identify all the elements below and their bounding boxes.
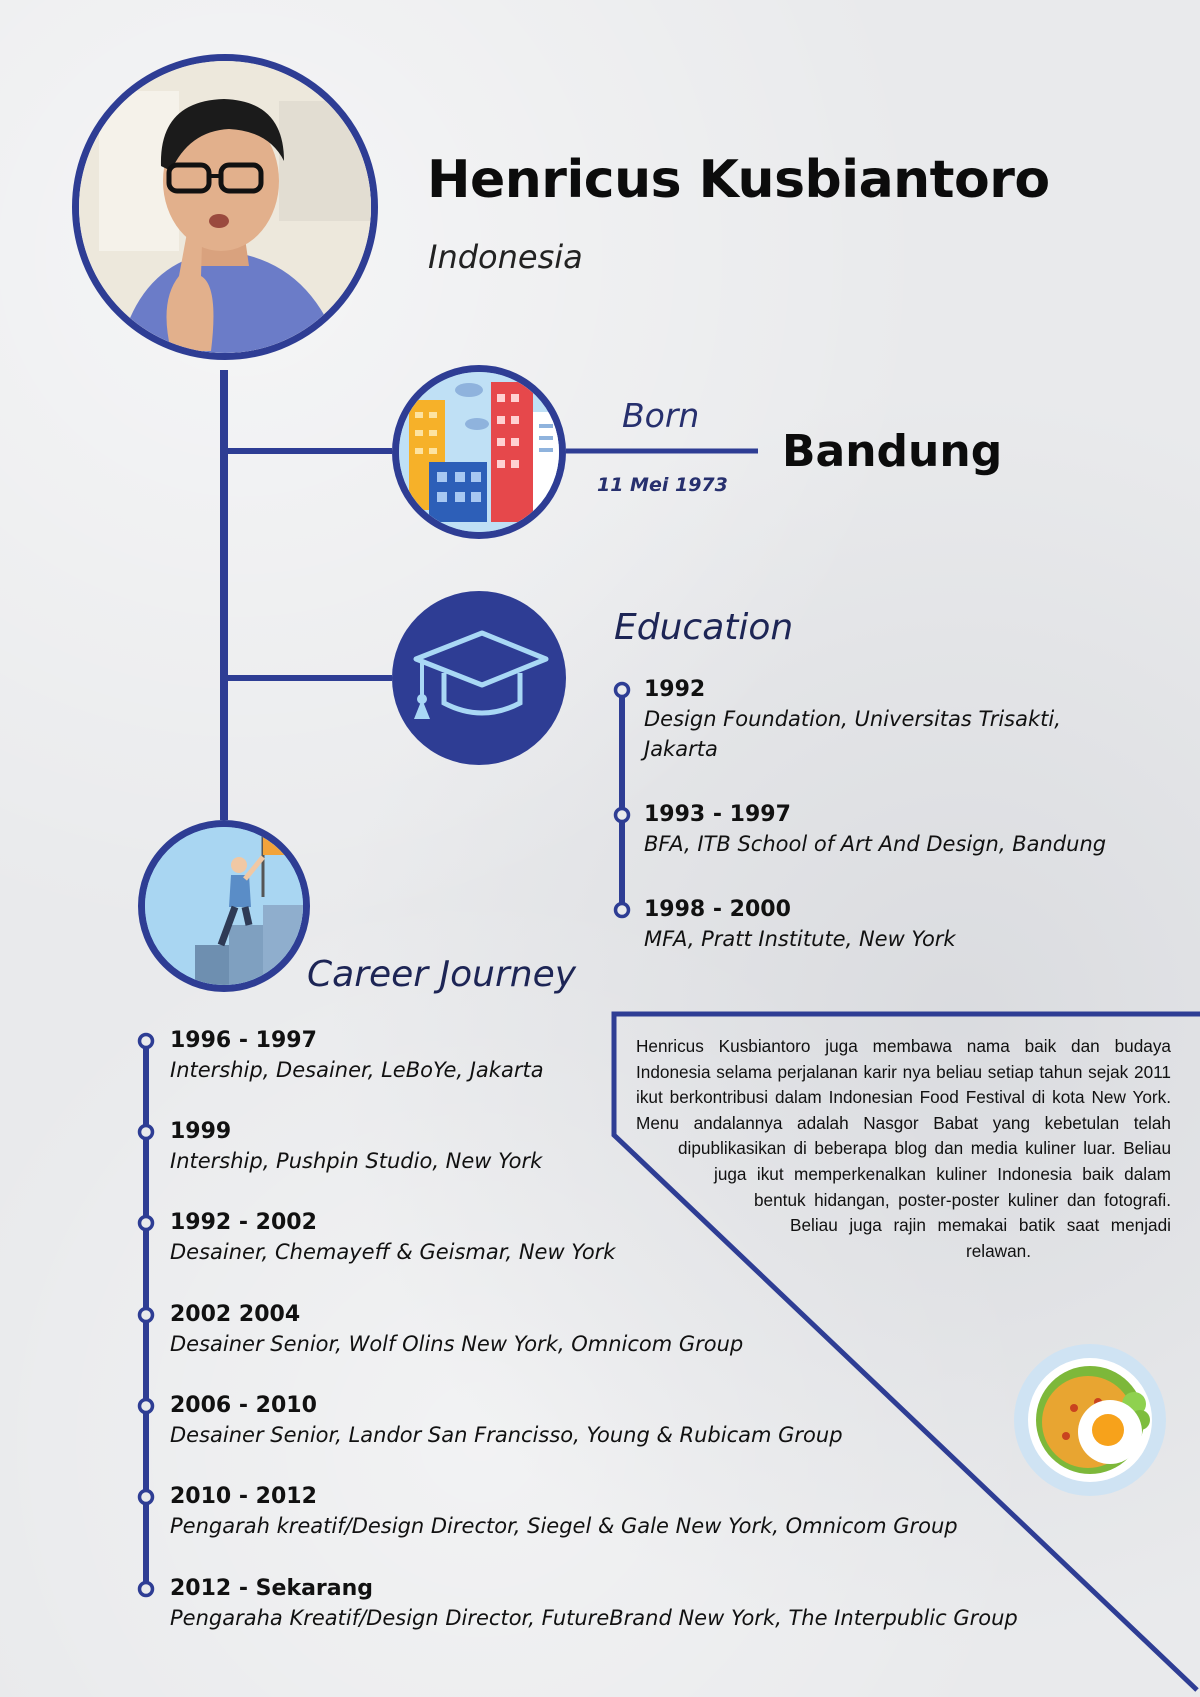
career-year: 2002 2004 bbox=[170, 1302, 301, 1327]
education-title: Education bbox=[614, 607, 794, 648]
career-dot-2 bbox=[140, 1126, 153, 1139]
career-item-1 bbox=[170, 1027, 544, 1085]
career-desc: Pengaraha Kreatif/Design Director, FutureBrand New York, The Interpublic Group bbox=[170, 1606, 1018, 1630]
career-dot-4 bbox=[140, 1309, 153, 1322]
education-item-1 bbox=[644, 676, 1061, 764]
graduation-cap-icon bbox=[392, 591, 566, 765]
career-dot-6 bbox=[140, 1491, 153, 1504]
career-dot-3 bbox=[140, 1217, 153, 1230]
born-label: Born bbox=[622, 396, 700, 435]
education-item-2 bbox=[644, 801, 1106, 859]
education-dot-1 bbox=[616, 684, 629, 697]
career-desc: Pengarah kreatif/Design Director, Siegel & Gale New York, Omnicom Group bbox=[170, 1514, 958, 1538]
career-desc: Intership, Pushpin Studio, New York bbox=[170, 1149, 543, 1173]
bio-line: bentuk hidangan, poster-poster kuliner dan fotografi. bbox=[754, 1189, 1171, 1210]
career-desc: Desainer Senior, Landor San Francisso, Young & Rubicam Group bbox=[170, 1423, 843, 1447]
city-buildings-icon bbox=[392, 365, 566, 539]
career-year: 2012 - Sekarang bbox=[170, 1576, 374, 1601]
born-date: 11 Mei 1973 bbox=[597, 474, 728, 496]
career-item-4 bbox=[170, 1301, 743, 1359]
bio-line: juga ikut memperkenalkan kuliner Indonesia baik dalam bbox=[714, 1163, 1171, 1184]
career-item-3 bbox=[170, 1209, 615, 1267]
education-year: 1998 - 2000 bbox=[644, 897, 791, 922]
bio-line: Henricus Kusbiantoro juga membawa nama baik dan budaya bbox=[636, 1036, 1171, 1056]
education-dot-3 bbox=[616, 904, 629, 917]
career-item-2 bbox=[170, 1118, 542, 1176]
person-country: Indonesia bbox=[428, 238, 583, 276]
career-year: 1996 - 1997 bbox=[170, 1028, 317, 1053]
career-dot-5 bbox=[140, 1400, 153, 1413]
career-title: Career Journey bbox=[307, 954, 577, 995]
career-climb-icon bbox=[138, 820, 310, 992]
bio-paragraph bbox=[636, 1034, 1171, 1264]
education-desc: MFA, Pratt Institute, New York bbox=[644, 927, 956, 951]
bio-line: dipublikasikan di beberapa blog dan media kuliner luar. Beliau bbox=[678, 1138, 1171, 1159]
career-year: 1999 bbox=[170, 1119, 232, 1144]
career-desc: Desainer, Chemayeff & Geismar, New York bbox=[170, 1240, 616, 1264]
career-desc: Desainer Senior, Wolf Olins New York, Omnicom Group bbox=[170, 1332, 744, 1356]
education-year: 1992 bbox=[644, 677, 706, 702]
food-plate-icon bbox=[1014, 1344, 1166, 1496]
portrait-photo bbox=[72, 54, 378, 360]
bio-line: relawan. bbox=[966, 1240, 1031, 1261]
career-item-5 bbox=[170, 1392, 843, 1450]
career-dot-1 bbox=[140, 1035, 153, 1048]
bio-line: Menu andalannya adalah Nasgor Babat yang kebetulan telah bbox=[636, 1112, 1171, 1133]
bio-line: Beliau juga rajin memakai batik saat menjadi bbox=[790, 1215, 1171, 1236]
education-year: 1993 - 1997 bbox=[644, 802, 791, 827]
career-year: 1992 - 2002 bbox=[170, 1210, 317, 1235]
career-item-6 bbox=[170, 1483, 958, 1541]
career-year: 2006 - 2010 bbox=[170, 1393, 317, 1418]
education-dot-2 bbox=[616, 809, 629, 822]
bio-line: ikut berkontribusi dalam Indonesian Food Festival di kota New York. bbox=[636, 1087, 1171, 1108]
career-desc: Intership, Desainer, LeBoYe, Jakarta bbox=[170, 1058, 544, 1082]
education-desc: Design Foundation, Universitas Trisakti, bbox=[644, 707, 1061, 731]
career-dot-7 bbox=[140, 1583, 153, 1596]
education-desc: BFA, ITB School of Art And Design, Bandung bbox=[644, 832, 1107, 856]
career-item-7 bbox=[170, 1575, 1018, 1633]
career-year: 2010 - 2012 bbox=[170, 1484, 317, 1509]
person-name: Henricus Kusbiantoro bbox=[427, 150, 1050, 210]
education-desc-cont: Jakarta bbox=[644, 737, 718, 761]
bio-line: Indonesia selama perjalanan karir nya beliau setiap tahun sejak 2011 bbox=[636, 1061, 1171, 1082]
education-item-3 bbox=[644, 896, 956, 954]
born-city: Bandung bbox=[782, 426, 1003, 477]
